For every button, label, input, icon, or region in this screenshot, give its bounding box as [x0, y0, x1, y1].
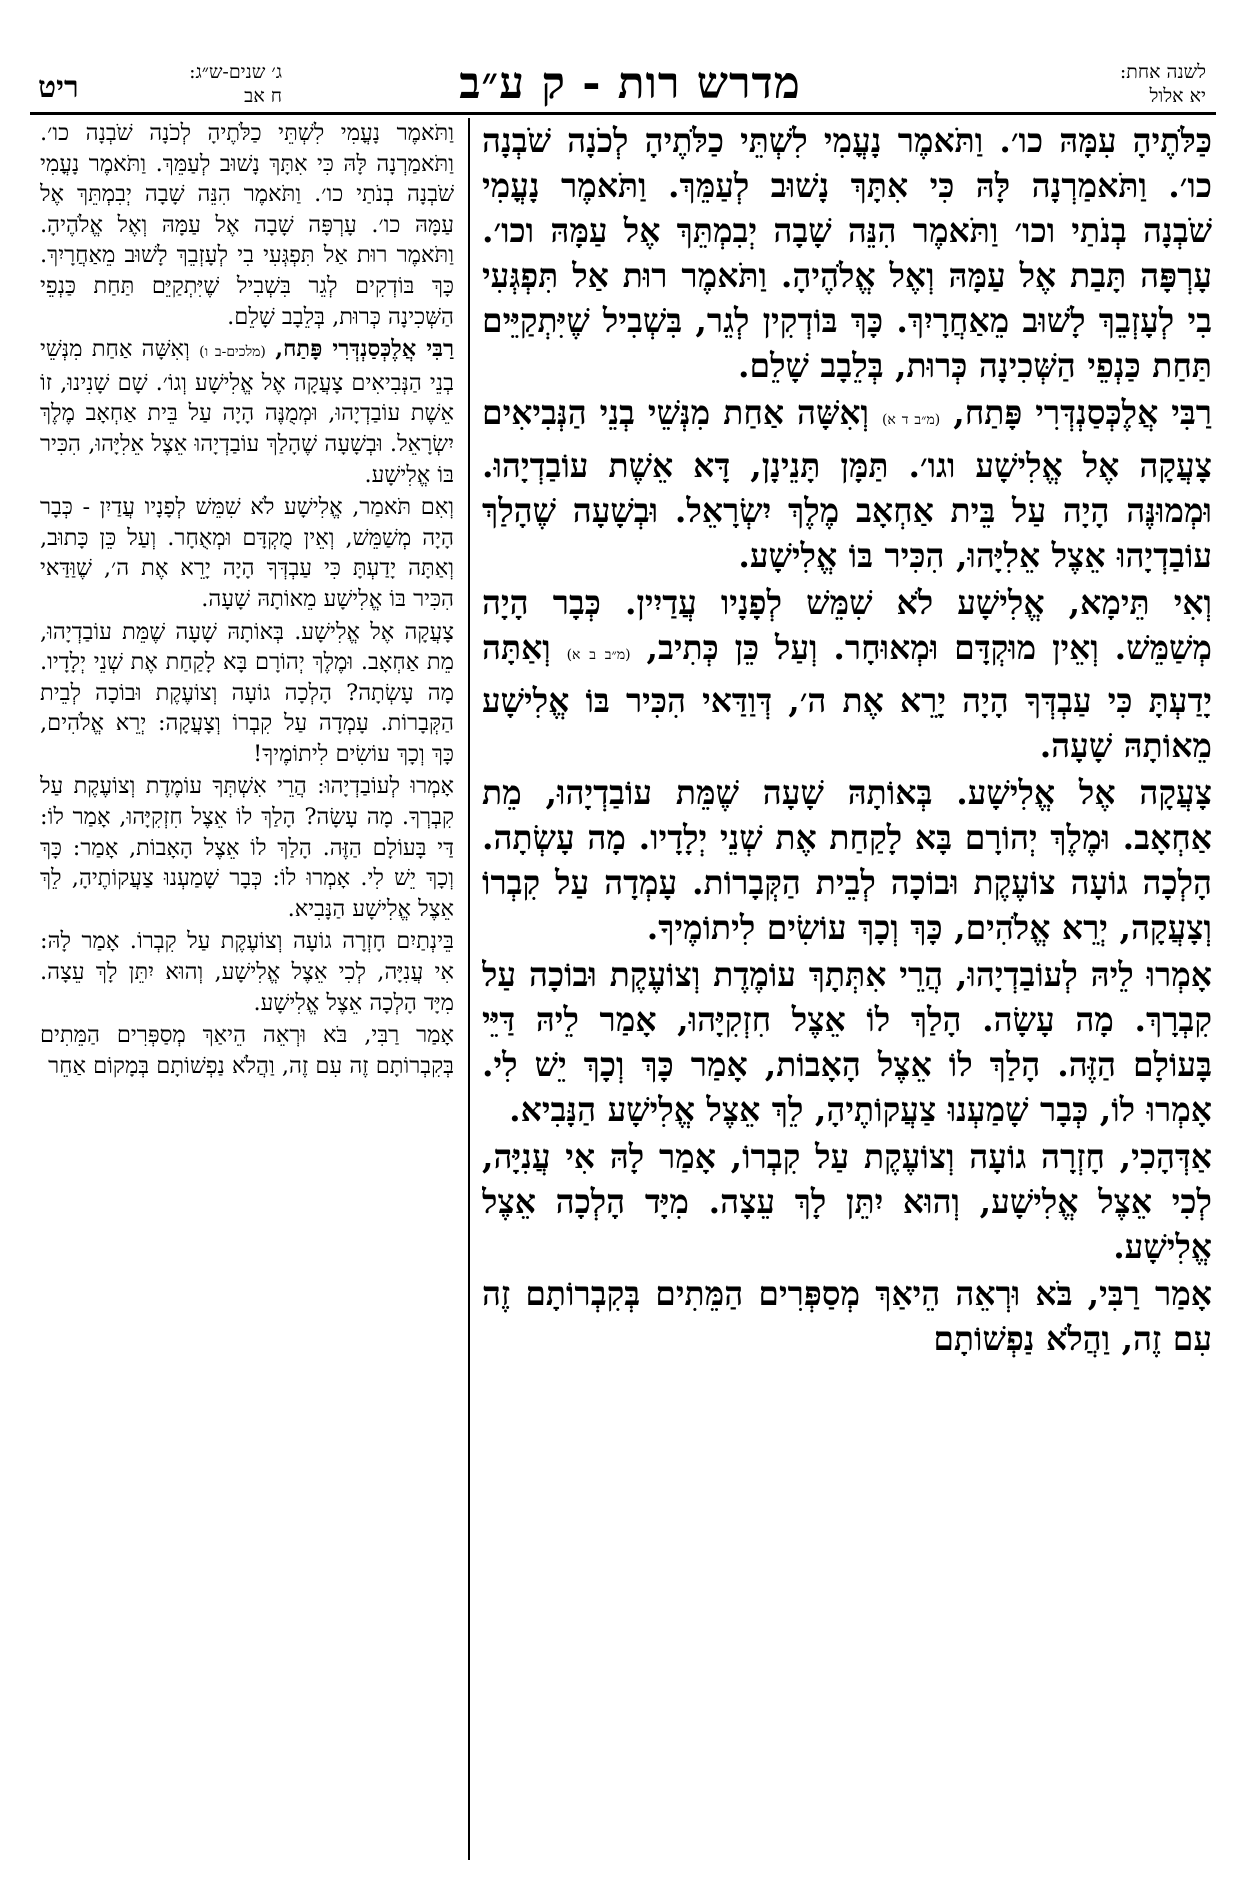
- page-header: [30, 56, 1216, 112]
- main-paragraph-opening: וְאִי תֵּימָא, אֱלִישָׁע לֹא שִׁמֵּשׁ לְפָנָיו עֲדַיִין. כְּבָר הָיָה מְשַׁמֵּשׁ. וְאֵין מוּקְדָּם וּמְאוּחָר. וְעַל כֵּן כְּתִיב,: [482, 583, 1212, 667]
- main-paragraph: אַדְּהָכִי, חָזְרָה גוֹעָה וְצוֹעֶקֶת עַל קִבְרוֹ, אָמַר לָהּ אִי עֲנִיָּה, לְכִי אֵצֶל אֱלִישָׁע, וְהוּא יִתֵּן לָךְ עֵצָה. מִיָּד הָלְכָה אֵצֶל אֱלִישָׁע.: [482, 1137, 1212, 1266]
- translation-paragraph: [40, 334, 454, 490]
- translation-paragraph: אָמְרוּ לְעוֹבַדְיָהוּ: הֲרֵי אִשְׁתְּךָ עוֹמֶדֶת וְצוֹעֶקֶת עַל קִבְרְךָ. מָה עָשָׂה? הָלַךְ לוֹ אֵצֶל חִזְקִיָּהוּ, אָמַר לוֹ: דַּי בָּעוֹלָם הַזֶּה. הָלַךְ לוֹ אֵצֶל הָאָבוֹת, אָמַר: כָּךְ וְכָךְ יֵשׁ לִי. אָמְרוּ לוֹ: כְּבָר שָׁמַעְנוּ צַעֲקוֹתֶיהָ, לֵךְ אֵצֶל אֱלִישָׁע הַנָּבִיא.: [40, 773, 454, 922]
- one-year-schedule-date: יא אלול: [1149, 85, 1206, 107]
- translation-paragraph: וְאִם תֹּאמַר, אֱלִישָׁע לֹא שִׁמֵּשׁ לְפָנָיו עֲדַיִן - כְּבָר הָיָה מְשַׁמֵּשׁ, וְאֵין מֻקְדָּם וּמְאֻחָר. וְעַל כֵּן כָּתוּב, וְאַתָּה יָדַעְתָּ כִּי עַבְדְּךָ הָיָה יָרֵא אֶת ה׳, שֶׁוַּדַּאי הִכִּיר בּוֹ אֱלִישָׁע מֵאוֹתָהּ שָׁעָה.: [40, 494, 454, 612]
- page-number: ריט: [38, 70, 79, 105]
- translation-paragraph: וַתֹּאמֶר נָעֳמִי לִשְׁתֵּי כַלֹּתֶיהָ לְכֹנָה שֹׁבְנָה כו׳. וַתֹּאמַרְנָה לָּהּ כִּי אִתָּךְ נָשׁוּב לְעַמֵּךְ. וַתֹּאמֶר נָעֳמִי שֹׁבְנָה בְנֹתַי כו׳. וַתֹּאמֶר הִנֵּה שָׁבָה יְבִמְתֵּךְ אֶל עַמָּהּ כו׳. עָרְפָּה שָׁבָה אֶל עַמָּהּ וְאֶל אֱלֹהֶיהָ. וַתֹּאמֶר רוּת אַל תִּפְגְּעִי בִי לְעָזְבֵךְ לָשׁוּב מֵאַחֲרָיִךְ. כָּךְ בּוֹדְקִים לְגֵר בִּשְׁבִיל שֶׁיִּתְקַיֵּם תַּחַת כַּנְפֵי הַשְּׁכִינָה כְּרוּת, בְּלֵבָב שָׁלֵם.: [40, 120, 454, 330]
- three-year-schedule-label: ג׳ שנים-ש״ג:: [189, 61, 282, 83]
- three-year-schedule: [122, 60, 282, 108]
- main-paragraph-opening: רַבִּי אֲלֶכְּסַנְדְּרִי פָּתַח,: [953, 393, 1212, 432]
- translation-paragraph: אָמַר רַבִּי, בֹּא וּרְאֵה הֵיאַךְ מְסַפְּרִים הַמֵּתִים בְּקִבְרוֹתָם זֶה עִם זֶה, וַהֲלֹא נַפְשׁוֹתָם בְּמָקוֹם אַחֵר: [40, 1022, 454, 1079]
- column-divider: [468, 118, 470, 1860]
- main-paragraph: אָמַר רַבִּי, בֹּא וּרְאֵה הֵיאַךְ מְסַפְּרִים הַמֵּתִים בְּקִבְרוֹתָם זֶה עִם זֶה, וַהֲלֹא נַפְשׁוֹתָם: [482, 1274, 1212, 1358]
- one-year-schedule: [1006, 60, 1206, 108]
- main-paragraph: צָעֲקָה אֶל אֱלִישָׁע. בְּאוֹתָהּ שָׁעָה שֶׁמֵּת עוֹבַדְיָהוּ, מֵת אַחְאָב. וּמֶלֶךְ יְהוֹרָם בָּא לָקַחַת אֶת שְׁנֵי יְלָדָיו. מָה עָשְׂתָה. הָלְכָה גוֹעָה צוֹעֶקֶת וּבוֹכָה לְבֵית הַקְּבָרוֹת. עָמְדָה עַל קִבְרוֹ וְצָעֲקָה, יְרֵא אֱלֹהִים, כָּךְ וְכָךְ עוֹשִׂים לִיתוֹמֶיךָ.: [482, 773, 1212, 947]
- main-paragraph-body: וְאַתָּה יָדַעְתָּ כִּי עַבְדְּךָ הָיָה יָרֵא אֶת ה׳, דְּוַדַּאי הִכִּיר בּוֹ אֱלִישָׁע מֵאוֹתָהּ שָׁעָה.: [482, 628, 1212, 765]
- main-paragraph: אָמְרוּ לֵיהּ לְעוֹבַדְיָהוּ, הֲרֵי אִתְּתָךְ עוֹמֶדֶת וְצוֹעֶקֶת וּבוֹכָה עַל קִבְרָךְ. מָה עָשָׂה. הָלַךְ לוֹ אֵצֶל חִזְקִיָּהוּ, אָמַר לֵיהּ דַּיֵּי בָּעוֹלָם הַזֶּה. הָלַךְ לוֹ אֵצֶל הָאָבוֹת, אָמַר כָּךְ וְכָךְ יֵשׁ לִי. אָמְרוּ לוֹ, כְּבָר שָׁמַעְנוּ צַעֲקוֹתֶיהָ, לֵךְ אֵצֶל אֱלִישָׁע הַנָּבִיא.: [482, 955, 1212, 1129]
- header-divider: [30, 112, 1216, 115]
- main-text-column: [482, 118, 1212, 1858]
- verse-reference: (מלכים-ב ו): [199, 344, 266, 361]
- translation-paragraph: צָעֲקָה אֶל אֱלִישָׁע. בְּאוֹתָהּ שָׁעָה שֶׁמֵּת עוֹבַדְיָהוּ, מֵת אַחְאָב. וּמֶלֶךְ יְהוֹרָם בָּא לָקַחַת אֶת שְׁנֵי יְלָדָיו. מָה עָשְׂתָה? הָלְכָה גוֹעָה וְצוֹעֶקֶת וּבוֹכָה לְבֵית הַקְּבָרוֹת. עָמְדָה עַל קִבְרוֹ וְצָעֲקָה: יְרֵא אֱלֹהִים, כָּךְ וְכָךְ עוֹשִׂים לִיתוֹמֶיךָ!: [40, 618, 454, 767]
- page-title: מדרש רות - ק ע״ב: [459, 58, 801, 109]
- translation-paragraph-opening: רַבִּי אֲלֶכְּסַנְדְּרִי פָּתַח,: [275, 336, 454, 363]
- three-year-schedule-date: ח אב: [244, 85, 282, 107]
- translation-column: [40, 118, 454, 1858]
- translation-paragraph: בֵּינְתַיִם חָזְרָה גוֹעָה וְצוֹעֶקֶת עַל קִבְרוֹ. אָמַר לָהּ: אִי עֲנִיָּה, לְכִי אֵצֶל אֱלִישָׁע, וְהוּא יִתֵּן לָךְ עֵצָה. מִיָּד הָלְכָה אֵצֶל אֱלִישָׁע.: [40, 928, 454, 1016]
- one-year-schedule-label: לשנה אחת:: [1119, 61, 1206, 83]
- verse-reference: (מ״ב ב א): [566, 647, 631, 663]
- verse-reference: (מ״ב ד א): [881, 412, 941, 428]
- main-paragraph: [482, 390, 1212, 578]
- main-paragraph-body: וְאִשָּׁה אַחַת מִנְּשֵׁי בְנֵי הַנְּבִיאִים צָעֲקָה אֶל אֱלִישָׁע וגו׳. תַּמָּן תָּנֵינָן, דָּא אֵשֶׁת עוֹבַדְיָהוּ. וּמְמוּנֶּה הָיָה עַל בֵּית אַחְאָב מֶלֶךְ יִשְׂרָאֵל. וּבְשָׁעָה שֶׁהָלַךְ עוֹבַדְיָהוּ אֵצֶל אֵלִיָּהוּ, הִכִּיר בּוֹ אֱלִישָׁע.: [482, 393, 1212, 575]
- main-paragraph: כַּלֹּתֶיהָ עִמָּהּ כו׳. וַתֹּאמֶר נָעֳמִי לִשְׁתֵּי כַלֹּתֶיהָ לְכֹנָה שֹׁבְנָה כו׳. וַתֹּאמַרְנָה לָּהּ כִּי אִתָּךְ נָשׁוּב לְעַמֵּךְ. וַתֹּאמֶר נָעֳמִי שֹׁבְנָה בְנֹתַי וכו׳ וַתֹּאמֶר הִנֵּה שָׁבָה יְבִמְתֵּךְ אֶל עַמָּהּ וכו׳. עָרְפָּה תָּבַת אֶל עַמָּהּ וְאֶל אֱלֹהֶיהָ. וַתֹּאמֶר רוּת אַל תִּפְגְּעִי בִי לְעָזְבֵךְ לָשׁוּב מֵאַחֲרָיִךְ. כָּךְ בּוֹדְקִין לְגֵר, בִּשְׁבִיל שֶׁיִּתְקַיֵּים תַּחַת כַּנְפֵי הַשְּׁכִינָה כְּרוּת, בְּלֵבָב שָׁלֵם.: [482, 121, 1212, 385]
- main-paragraph: [482, 580, 1212, 768]
- translation-paragraph-body: וְאִשָּׁה אַחַת מִנְּשֵׁי בְנֵי הַנְּבִיאִים צָעֲקָה אֶל אֱלִישָׁע וְגוֹ׳. שָׁם שָׁנִינוּ, זוֹ אֵשֶׁת עוֹבַדְיָהוּ, וּמְמֻנֶּה הָיָה עַל בֵּית אַחְאָב מֶלֶךְ יִשְׂרָאֵל. וּבְשָׁעָה שֶׁהָלַךְ עוֹבַדְיָהוּ אֵצֶל אֵלִיָּהוּ, הִכִּיר בּוֹ אֱלִישָׁע.: [40, 336, 454, 488]
